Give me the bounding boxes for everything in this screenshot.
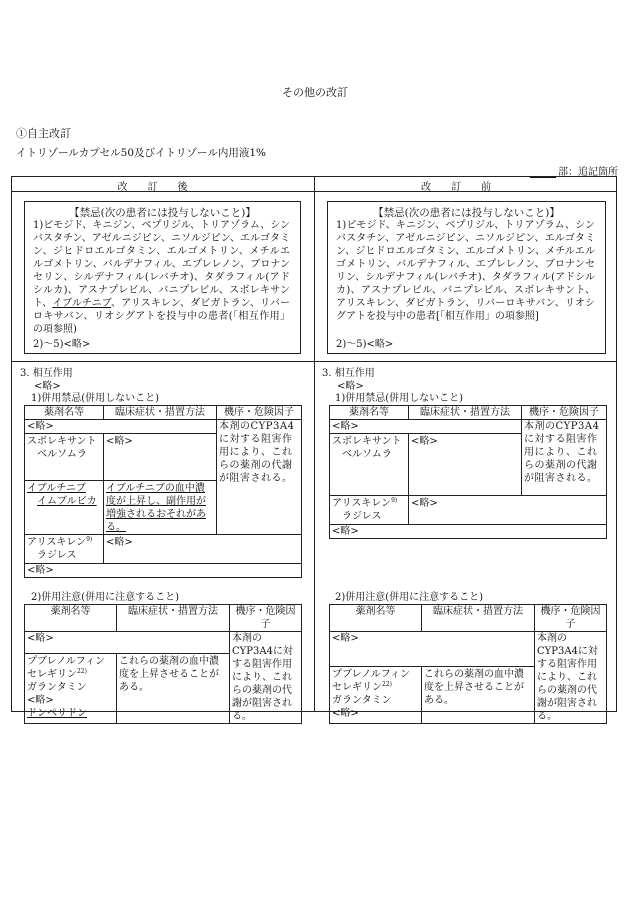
caution-use-table-after (24, 604, 302, 724)
col-mechanism: 機序・危険因子 (230, 605, 302, 632)
mechanism-cell: 本剤のCYP3A4に対する阻害作用により、これらの薬剤の代謝が阻害される。 (217, 420, 302, 535)
col-symptom: 臨床症状・措置方法 (422, 605, 535, 632)
table-header-row (25, 406, 302, 420)
symptom-cell: <略> (104, 434, 217, 481)
table-row (330, 420, 607, 434)
table-row (330, 525, 607, 539)
col-drug: 薬剤名等 (25, 406, 104, 420)
mechanism-cell: 本剤のCYP3A4に対する阻害作用により、これらの薬剤の代謝が阻害される。 (522, 420, 607, 496)
symptom-cell: <略> (409, 434, 522, 496)
interaction-heading: 3. 相互作用 (20, 368, 73, 379)
drug-suvorexant (330, 434, 409, 496)
symptom-cell: イブルチニブの血中濃度が上昇し、副作用が増強されるおそれがある。 (104, 481, 217, 535)
table-row (25, 535, 302, 564)
table-row (25, 420, 302, 434)
table-header-row (25, 605, 302, 632)
table-header-row (330, 406, 607, 420)
omit-row: <略> (25, 420, 217, 434)
interaction-heading: 3. 相互作用 (322, 368, 375, 379)
drug-galantamine: ガランタミン (27, 682, 87, 693)
drug-generic: スボレキサント (27, 436, 97, 447)
symptom-cell: これらの薬剤の血中濃度を上昇させることがある。 (422, 667, 535, 724)
col-drug: 薬剤名等 (25, 605, 117, 632)
omit-row: <略> (25, 564, 302, 578)
reference-mark: 22) (77, 668, 87, 675)
contraindication-text (33, 219, 290, 336)
drug-ibrutinib (25, 481, 104, 535)
omit-marker: <略> (337, 381, 364, 392)
symptom-cell: これらの薬剤の血中濃度を上昇させることがある。 (117, 654, 230, 724)
page-title: その他の改訂 (282, 86, 348, 99)
drug-brand: ベルソムラ (37, 449, 87, 460)
contraindication-text: 1)ピモジド、キニジン、ベプリジル、トリアゾラム、シンバスタチン、アゼルニジピン、ニソルジピン、エルゴタミン、ジヒドロエルゴタミン、エルゴメトリン、メチルエルゴメトリン、バルデナフィル、エプレレノン、ブロナンセリン、シルデナフィル(レバチオ)、タダラフィル(アドシルカ)、アスナプレビル、バニプレビル、スボレキサント、アリスキレン、ダビガトラン、リバーロキサバン、リオシグアトを投与中の患者[「相互作用」の項参照] (336, 220, 595, 322)
mechanism-cell: 本剤のCYP3A4に対する阻害作用により、これらの薬剤の代謝が阻害される。 (230, 632, 302, 724)
drug-selegiline (27, 668, 114, 681)
col-mechanism: 機序・危険因子 (522, 406, 607, 420)
contraindication-footer: 2)〜5)<略> (336, 339, 394, 350)
table-row (330, 496, 607, 525)
drug-brand: ベルソムラ (342, 449, 392, 460)
contraindication-text-post: 、アリスキレン、ダビガトラン、リバーロキサバン、リオシグアトを投与中の患者(「相互作用」の項参照) (33, 298, 290, 335)
omit-marker: <略> (34, 381, 61, 392)
drug-selegiline (332, 681, 419, 694)
dept-note-text: 部：追記箇所 (558, 167, 618, 178)
contra-use-heading: 1)併用禁忌(併用しないこと) (335, 393, 464, 404)
drug-propranolol: プブレノルフィン (27, 656, 105, 667)
omit-marker: <略> (27, 695, 54, 706)
omit-row: <略> (330, 420, 522, 434)
table-row (330, 632, 607, 667)
contra-use-heading: 1)併用禁忌(併用しないこと) (31, 393, 160, 404)
col-mechanism: 機序・危険因子 (535, 605, 607, 632)
symptom-cell: <略> (409, 496, 607, 525)
drug-brand: ラジレス (342, 511, 382, 522)
drug-aliskiren (330, 496, 409, 525)
section-divider (11, 361, 617, 362)
column-header-after: 改訂後 (117, 182, 208, 193)
contraindication-heading: 【禁忌(次の患者には投与しないこと)】 (373, 207, 560, 219)
reference-mark: 9) (391, 497, 398, 504)
contra-use-table-after (24, 405, 302, 578)
drug-selegiline-name: セレギリン (27, 669, 77, 680)
drug-aliskiren (25, 535, 104, 564)
omit-row: <略> (25, 632, 230, 654)
column-divider (314, 176, 315, 712)
reference-mark: 22) (382, 681, 392, 688)
contraindication-footer: 2)〜5)<略> (33, 339, 91, 350)
col-mechanism: 機序・危険因子 (217, 406, 302, 420)
header-divider (11, 191, 617, 192)
drug-domperidone: ドンペリドン (27, 708, 87, 719)
symptom-cell: <略> (104, 535, 302, 564)
caution-use-heading: 2)併用注意(併用に注意すること) (31, 592, 180, 603)
drug-list (25, 654, 117, 724)
column-header-before: 改訂前 (421, 182, 511, 193)
col-symptom: 臨床症状・措置方法 (409, 406, 522, 420)
reference-mark: 9) (86, 536, 93, 543)
col-symptom: 臨床症状・措置方法 (117, 605, 230, 632)
drug-generic: スボレキサント (332, 436, 402, 447)
table-row (25, 564, 302, 578)
table-row (25, 632, 302, 654)
drug-generic: アリスキレン (332, 498, 392, 509)
drug-list (330, 667, 422, 724)
added-drug-ibrutinib: イブルチニブ (52, 298, 112, 309)
section-label: ①自主改訂 (16, 127, 71, 140)
contraindication-box-before (327, 201, 606, 354)
contraindication-heading: 【禁忌(次の患者には投与しないこと)】 (69, 207, 256, 219)
mechanism-cell: 本剤のCYP3A4に対する阻害作用により、これらの薬剤の代謝が阻害される。 (535, 632, 607, 724)
drug-propranolol: プブレノルフィン (332, 669, 410, 680)
drug-galantamine: ガランタミン (332, 695, 392, 706)
caution-use-table-before (329, 604, 607, 724)
drug-selegiline-name: セレギリン (332, 682, 382, 693)
contraindication-box-after (24, 201, 301, 354)
drug-generic: アリスキレン (27, 537, 87, 548)
contra-use-table-before (329, 405, 607, 539)
contraindication-text-pre: 1)ピモジド、キニジン、ベプリジル、トリアゾラム、シンバスタチン、アゼルニジピン、ニソルジピン、エルゴタミン、ジヒドロエルゴタミン、エルゴメトリン、メチルエルゴメトリン、バルデナフィル、エプレレノン、ブロナンセリン、シルデナフィル(レバチオ)、タダラフィル(アドシルカ)、アスナプレビル、バニプレビル、スボレキサント、 (33, 220, 290, 309)
omit-marker: <略> (332, 708, 359, 719)
col-symptom: 臨床症状・措置方法 (104, 406, 217, 420)
drug-suvorexant (25, 434, 104, 481)
col-drug: 薬剤名等 (330, 605, 422, 632)
drug-brand: イムブルビカ (37, 496, 97, 507)
table-header-row (330, 605, 607, 632)
drug-generic: イブルチニブ (27, 483, 86, 494)
drug-brand: ラジレス (37, 550, 77, 561)
omit-row: <略> (330, 632, 535, 667)
caution-use-heading: 2)併用注意(併用に注意すること) (335, 592, 484, 603)
col-drug: 薬剤名等 (330, 406, 409, 420)
omit-row: <略> (330, 525, 607, 539)
product-name: イトリゾールカプセル50及びイトリゾール内用液1% (16, 147, 266, 159)
